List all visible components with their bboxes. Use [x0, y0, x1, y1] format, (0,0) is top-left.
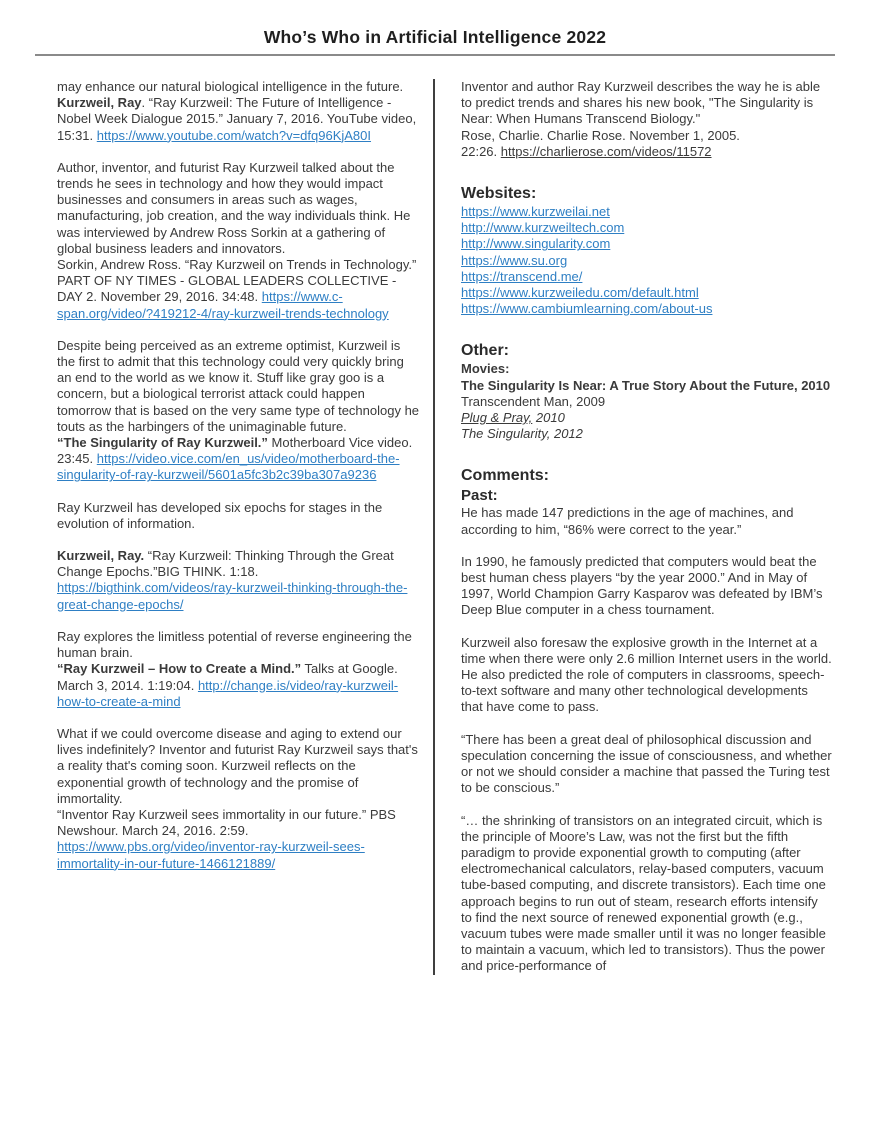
paragraph-reverse-engineering: Ray explores the limitless potential of reverse engineering the human brain. [57, 628, 412, 661]
citation-group-vice [57, 338, 421, 484]
citation-author-bold: Kurzweil, Ray [57, 95, 142, 111]
other-heading: Other: [461, 342, 509, 360]
citation-body: “Ray Kurzweil: Thinking Through the Great Change Epochs.”BIG THINK. 1:18. [57, 548, 394, 580]
su-org-link[interactable]: https://www.su.org [461, 252, 568, 268]
kurzweilai-link[interactable]: https://www.kurzweilai.net [461, 204, 610, 220]
paragraph-charlie-rose-summary: Inventor and author Ray Kurzweil describes the way he is able to predict trends and shares his new book, "The Singularity is Near: When Humans Transcend Biology." [461, 79, 821, 127]
citation-body: “Inventor Ray Kurzweil sees immortality in our future.” PBS Newshour. March 24, 2016. 2:59. [57, 806, 396, 839]
citation-create-a-mind [57, 661, 421, 710]
citation-group-sorkin [57, 160, 421, 322]
paragraph-sorkin-summary: Author, inventor, and futurist Ray Kurzweil talked about the trends he sees in technology and how they would impact businesses and consumers in areas such as wages, manufacturing, job creation, and the way individuals think. He was interviewed by Andrew Ross Sorkin at a gathering of global business leaders and innovators. [57, 159, 411, 256]
left-column [57, 79, 435, 975]
two-column-body [57, 79, 832, 975]
websites-heading: Websites: [461, 185, 537, 203]
website-link-row [461, 301, 832, 317]
citation-sorkin [57, 257, 421, 322]
comments-section [461, 466, 832, 974]
movie-title-italic: Plug & Pray, [461, 410, 533, 426]
citation-author-bold: Kurzweil, Ray. [57, 548, 145, 564]
citation-charlie-rose: Rose, Charlie. Charlie Rose. November 1, 2005. [461, 127, 740, 143]
movie-singularity-is-near: The Singularity Is Near: A True Story About the Future, 2010 [461, 377, 831, 393]
citation-vice [57, 435, 421, 484]
citation-body: Motherboard Vice video. 23:45. [57, 435, 413, 467]
citation-body: Talks at Google. March 3, 2014. 1:19:04. [57, 661, 398, 693]
citation-body: Sorkin, Andrew Ross. “Ray Kurzweil on Trends in Technology.” PART OF NY TIMES - GLOBAL LEADERS COLLECTIVE - DAY 2. November 29, 2016. 34:48. [57, 257, 417, 305]
paragraph-six-epochs: Ray Kurzweil has developed six epochs for stages in the evolution of information. [57, 499, 383, 531]
continuation-paragraph: may enhance our natural biological intelligence in the future. [57, 79, 404, 94]
movie-transcendent-man: Transcendent Man, 2009 [461, 393, 606, 409]
comment-consciousness: “There has been a great deal of philosophical discussion and speculation concerning the issue of consciousness, and whether or not we should consider a machine that passed the Turing test to be conscious.” [461, 731, 832, 796]
page-header [0, 0, 870, 56]
movies-label: Movies: [461, 361, 510, 377]
comment-moores-law: “… the shrinking of transistors on an integrated circuit, which is the principle of Moore’s Law, was not the first but the fifth paradigm to provide exponential growth to computing (after electromechanical calculators, relay-based computers, vacuum tube-based computing, and discrete transistors). Each time one approach begins to run out of steam, research efforts intensify to find the next source of renewed exponential growth (e.g., vacuum tubes were made smaller until it was no longer feasible to maintain a vacuum, which led to transistors). Thus the power and price-performance of [461, 812, 826, 974]
citation-charlie-rose-link-line [461, 144, 832, 160]
transcend-link[interactable]: https://transcend.me/ [461, 268, 583, 284]
citation-pbs [57, 807, 421, 872]
comments-heading: Comments: [461, 467, 550, 485]
comment-internet-growth: Kurzweil also foresaw the explosive growth in the Internet at a time when there were only 2.6 million Internet users in the world. He also predicted the role of computers in classrooms, speech-to-text software and many other technological developments that have come to pass. [461, 634, 832, 715]
kurzweiltech-link[interactable]: http://www.kurzweiltech.com [461, 220, 625, 236]
kurzweiledu-link[interactable]: https://www.kurzweiledu.com/default.html [461, 285, 699, 301]
website-link-row [461, 253, 832, 269]
website-link-row [461, 220, 832, 236]
citation-kurzweil-future [57, 95, 421, 144]
citation-body: . “Ray Kurzweil: The Future of Intelligence - Nobel Week Dialogue 2015.” January 7, 2016. YouTube video, 15:31. [57, 95, 417, 143]
other-section [461, 341, 832, 442]
singularity-link[interactable]: http://www.singularity.com [461, 236, 611, 252]
comment-chess: In 1990, he famously predicted that computers would beat the best human chess players “by the year 2000.” And in May of 1997, World Champion Garry Kasparov was defeated by IBM’s Deep Blue computer in a chess tournament. [461, 553, 823, 618]
paragraph-optimist: Despite being perceived as an extreme optimist, Kurzweil is the first to admit that this technology could very quickly bring an end to the world as we know it. Stuff like gray goo is a concern, but a biological terrorist attack could happen tomorrow that is based on the very same type of technology he touts as the harbingers of the unimaginable future. [57, 337, 420, 434]
citation-group-kurzweil-future [57, 79, 421, 144]
youtube-link[interactable]: https://www.youtube.com/watch?v=dfq96KjA80I [96, 127, 372, 143]
website-link-row [461, 285, 832, 301]
citation-group-pbs [57, 726, 421, 872]
citation-title-bold: “Ray Kurzweil – How to Create a Mind.” [57, 661, 302, 677]
website-link-row [461, 236, 832, 252]
pbs-link[interactable]: https://www.pbs.org/video/inventor-ray-kurzweil-sees-immortality-in-our-future-1466121889/ [57, 839, 365, 871]
page-title: Who’s Who in Artificial Intelligence 2022 [263, 27, 607, 47]
citation-group-epochs [57, 548, 421, 613]
websites-section [461, 184, 832, 317]
comment-predictions: He has made 147 predictions in the age of machines, and according to him, “86% were correct to the year.” [461, 505, 794, 537]
cambiumlearning-link[interactable]: https://www.cambiumlearning.com/about-us [461, 301, 713, 317]
charlierose-link[interactable]: https://charlierose.com/videos/11572 [500, 143, 712, 159]
citation-group-create-a-mind [57, 629, 421, 710]
movie-year: 2010 [532, 410, 565, 426]
past-label: Past: [461, 487, 498, 505]
movie-the-singularity: The Singularity, 2012 [461, 426, 583, 442]
vice-link[interactable]: https://video.vice.com/en_us/video/motherboard-the-singularity-of-ray-kurzweil/5601a5fc3b2c39ba307a9236 [57, 451, 400, 483]
title-rule [35, 54, 835, 56]
citation-epochs [57, 548, 421, 613]
website-link-row [461, 204, 832, 220]
paragraph-immortality: What if we could overcome disease and aging to extend our lives indefinitely? Inventor and futurist Ray Kurzweil says that's a reality that's coming soon. Kurzweil reflects on the exponential growth of technology and the promise of immortality. [57, 725, 418, 806]
citation-group-charlie-rose [461, 79, 832, 160]
right-column [435, 79, 832, 975]
change-is-link[interactable]: http://change.is/video/ray-kurzweil-how-to-create-a-mind [57, 677, 399, 709]
citation-title-bold: “The Singularity of Ray Kurzweil.” [57, 435, 268, 451]
bigthink-link[interactable]: https://bigthink.com/videos/ray-kurzweil-thinking-through-the-great-change-epochs/ [57, 580, 408, 612]
citation-timestamp: 22:26. [461, 143, 501, 159]
movie-plug-and-pray [461, 410, 832, 426]
cspan-link[interactable]: https://www.c-span.org/video/?419212-4/ray-kurzweil-trends-technology [57, 289, 389, 321]
website-link-row [461, 269, 832, 285]
